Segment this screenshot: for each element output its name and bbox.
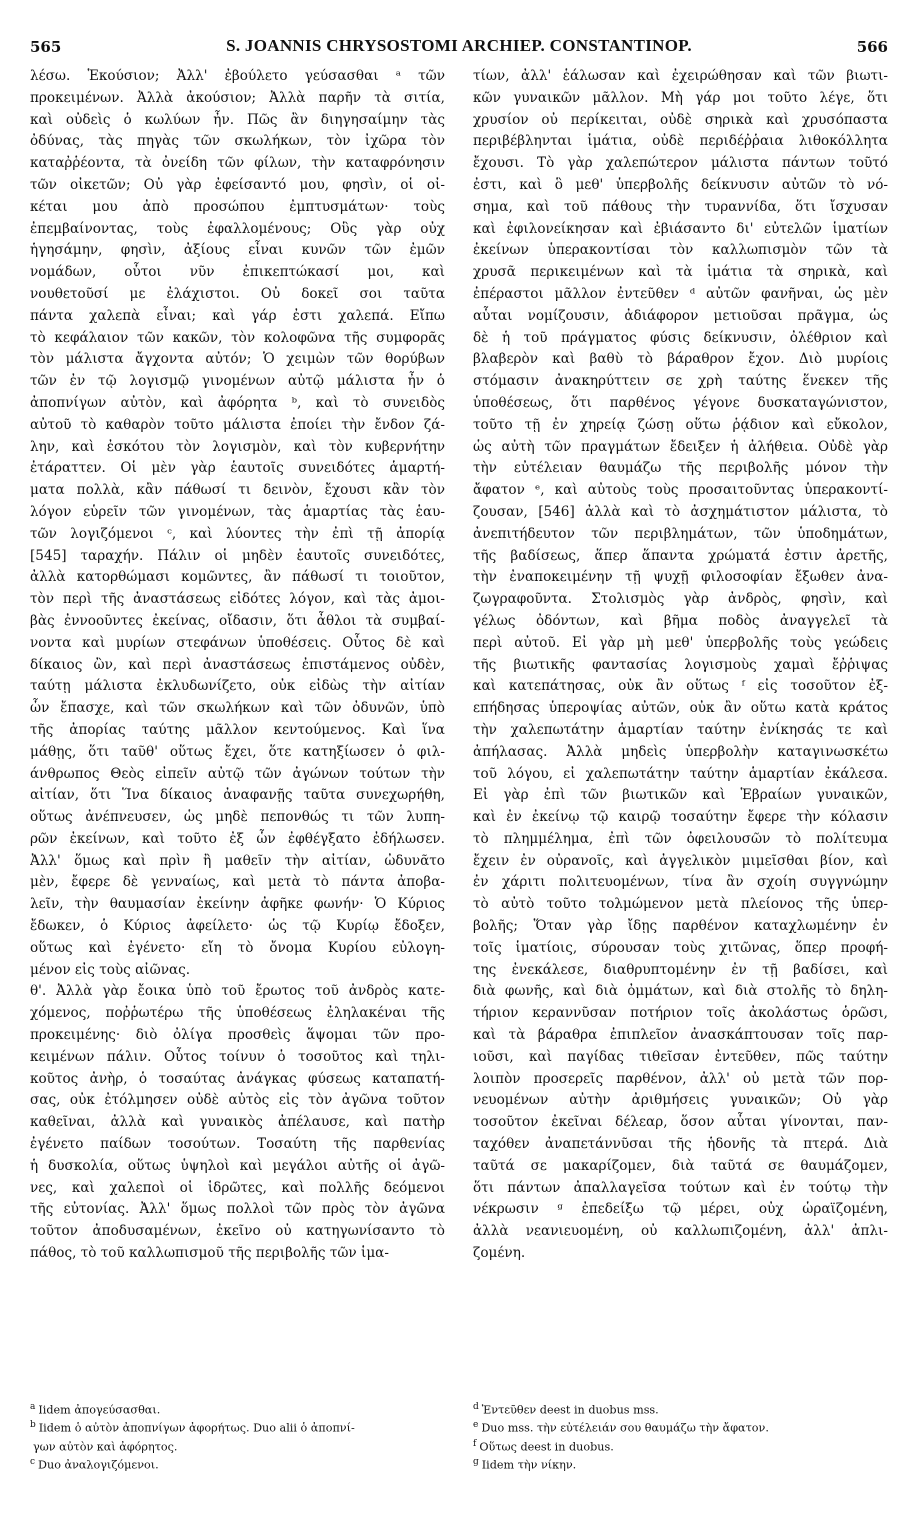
footnote (30, 1400, 445, 1418)
text-line: σας, οὐκ ἐτόλμησεν οὐδὲ αὐτὸς εἰς τὸν ἀγῶνα τοῦτον (30, 1092, 445, 1109)
text-line: επήδησας ὑπεροψίας αὐτῶν, οὐκ ἂν οὕτω κατὰ κράτος (473, 700, 888, 717)
text-line: ἔδωκεν, ὁ Κύριος ἀφείλετο· ὡς τῷ Κυρίῳ ἔδοξεν, (30, 918, 445, 935)
footnote (473, 1400, 888, 1418)
text-line: ἔχουσι. Τὸ γὰρ χαλεπώτερον μάλιστα πάντων τοῦτό (473, 155, 888, 172)
text-line: καὶ ἐφιλονείκησαν καὶ ἐβιάσαντο δι' εὐτελῶν ἱματίων (473, 220, 888, 237)
text-line: στόμασιν ἀνακηρύττειν σε χρὴ ταύτης ἕνεκεν τῆς (473, 373, 888, 390)
text-line: μάθῃς, ὅτι ταῦθ' οὕτως ἔχει, ὅτε κατηξίωσεν ὁ φιλ- (30, 743, 445, 760)
text-line: ἀλλὰ κατορθώμασι κομῶντες, ἂν πάθωσί τι τοιοῦτον, (30, 569, 445, 586)
text-line: χρυσᾶ περικειμένων καὶ τὰ ἱμάτια τὰ σηρικὰ, καὶ (473, 264, 888, 281)
text-line: καὶ οὐδεὶς ὁ κωλύων ἦν. Πῶς ἂν διηγησαίμην τὰς (30, 111, 445, 128)
text-line: τοσοῦτον ἐκεῖναι δέλεαρ, ὅσον αὗται γίνονται, παν- (473, 1114, 888, 1131)
text-line: τοῦ λόγου, εἰ χαλεπωτάτην ταύτην ἁμαρτίαν ἐκάλεσα. (473, 765, 888, 782)
footnote-mark: c (30, 1456, 36, 1467)
text-line: πάθος, τὸ τοῦ καλλωπισμοῦ τῆς περιβολῆς τῶν ἱμα- (30, 1245, 389, 1262)
text-line: οὕτως καὶ ἐγένετο· εἴη τὸ ὄνομα Κυρίου εὐλογη- (30, 939, 445, 956)
text-line: ἀπήλασας. Ἀλλὰ μηδεὶς ὑπερβολὴν καταγινωσκέτω (473, 743, 888, 760)
text-line: τὴν ἐναποκειμένην τῇ ψυχῇ φιλοσοφίαν ἔξωθεν ἀνα- (473, 569, 888, 586)
footnote-text: γων αὐτὸν καὶ ἀφόρητος. (33, 1440, 178, 1454)
text-line: τὴν χαλεπωτάτην ἁμαρτίαν ταύτην ἐνίκησάς τε καὶ (473, 721, 888, 738)
text-line: της ἐνεκάλεσε, διαθρυπτομένην ἐν τῇ βαδίσει, καὶ (473, 961, 888, 978)
text-line: άνθρωπος Θεὸς εἰπεῖν αὐτῷ τῶν ἀγώνων τούτων τὴν (30, 765, 445, 782)
text-line: λην, καὶ ἐσκότου τὸν λογισμὸν, καὶ τὸν κυβερνήτην (30, 438, 445, 455)
text-line: ὀδύνας, τὰς πηγὰς τῶν σκωλήκων, τὸν ἰχῶρα τὸν (30, 133, 445, 150)
text-line: διὰ φωνῆς, καὶ διὰ ὀμμάτων, καὶ διὰ στολῆς τὸ δηλη- (473, 983, 888, 1000)
text-line: αἰτίαν, ὅτι Ἵνα δίκαιος ἀναφανῇς ταῦτα συνεχωρήθη, (30, 787, 445, 804)
footnotes-right (473, 1400, 888, 1473)
text-line: μένον εἰς τοὺς αἰῶνας. (30, 961, 191, 978)
text-line: τῆς βιωτικῆς φαντασίας λογισμοὺς χαμαὶ ἔῤῥιψας (473, 656, 888, 673)
text-line: ὑποθέσεως, ὅτι παρθένος γέγονε δυσκαταγώνιστον, (473, 394, 888, 411)
footnotes-left (30, 1400, 445, 1473)
text-line: ματα πολλὰ, κἂν πάθωσί τι δεινὸν, ἔχουσι κἂν τὸν (30, 482, 445, 499)
text-line: γέλως ὀδόντων, καὶ βῆμα ποδὸς ἀναγγελεῖ τὰ (473, 612, 888, 629)
text-line: βολῆς; Ὅταν γὰρ ἴδῃς παρθένον καταχλωμένην ἐν (473, 918, 888, 935)
footnote (473, 1455, 888, 1473)
text-line: ἐστι, καὶ ὃ μεθ' ὑπερβολῆς δείκνυσιν αὐτῶν τὸ νό- (473, 176, 888, 193)
text-line: ὅτι πάντων ἀπαλλαγεῖσα τούτων καὶ ἐν τούτῳ τὴν (473, 1179, 888, 1196)
text-line: οὕτως ἀνέπνευσεν, ὡς μηδὲ πεπονθώς τι τῶν λυπη- (30, 809, 445, 826)
text-line: τὸν περὶ τῆς ἀναστάσεως εἰδότες λόγον, καὶ τὰς ἀμοι- (30, 591, 445, 608)
footnote-text: Duo mss. τὴν εὐτέλειάν σου θαυμάζω τὴν ἄφατον. (481, 1422, 769, 1436)
footnote-mark: g (473, 1456, 479, 1467)
text-line: καταῤῥέοντα, τὰ ὀνείδη τῶν φίλων, τὴν καταφρόνησιν (30, 155, 445, 172)
text-line: περιβέβληνται ἱμάτια, οὐδὲ περιδέῤῥαια λιθοκόλλητα (473, 133, 888, 150)
text-line: ἀνεπιτήδευτον τῶν περιβλημάτων, τῶν ὑποδημάτων, (473, 525, 888, 542)
text-line: ζομένη. (473, 1245, 526, 1262)
text-line: λέσω. Ἑκούσιον; Ἀλλ' ἐβούλετο γεύσασθαι ᵃ τῶν (30, 68, 445, 84)
text-line: τοῖς ἱματίοις, σύρουσαν τοὺς χιτῶνας, ὅπερ προφή- (473, 939, 888, 956)
text-line: θ'. Ἀλλὰ γὰρ ἔοικα ὑπὸ τοῦ ἔρωτος τοῦ ἀνδρὸς κατε- (30, 983, 445, 1000)
text-line: ἐτάραττεν. Οἱ μὲν γὰρ ἑαυτοῖς συνειδότες ἁμαρτή- (30, 460, 445, 477)
text-line: μὲν, ἔφερε δὲ γενναίως, καὶ μετὰ τὸ πάντα ἀποβα- (30, 874, 445, 891)
page-number-left: 565 (30, 38, 62, 56)
footnote-text: Iidem ὁ αὐτὸν ἀποπνίγων ἀφορήτως. Duo alii ὁ ἀποπνί- (38, 1422, 355, 1436)
text-line: προκειμένων. Ἀλλὰ ἀκούσιον; Ἀλλὰ παρῆν τὰ σιτία, (30, 89, 445, 106)
text-line: τῶν οἰκετῶν; Οὐ γὰρ ἐφείσαντό μου, φησὶν, οἱ οἰ- (30, 176, 445, 193)
text-line: ἐν χάριτι πολιτευομένων, τίνα ἂν σχοίη συγγνώμην (473, 874, 888, 891)
text-line: ταύτῃ μάλιστα ἐκλυδωνίζετο, οὐκ εἰδὼς τὴν αἰτίαν (30, 678, 445, 695)
text-line: λοιπὸν προσερεῖς παρθένον, ἀλλ' οὐ μετὰ τῶν πορ- (473, 1070, 888, 1087)
footnote-text: Οὕτως deest in duobus. (479, 1440, 614, 1454)
text-line: ἐπεμβαίνοντας, τοὺς ἐφαλλομένους; Οὓς γὰρ οὐχ (30, 220, 445, 237)
text-line: προκειμένης· διὸ ὀλίγα προσθεὶς ἅψομαι τῶν προ- (30, 1027, 445, 1044)
footnote (473, 1437, 888, 1455)
text-line: κέται μου ἀπὸ προσώπου ἐμπτυσμάτων· τοὺς (30, 198, 445, 215)
text-line: ἐγένετο παίδων τοσούτων. Τοσαύτη τῆς παρθενίας (30, 1136, 445, 1153)
text-line: τῆς εὐτονίας. Ἀλλ' ὅμως πολλοὶ τῶν πρὸς τὸν ἀγῶνα (30, 1201, 445, 1218)
text-line: [545] ταραχήν. Πάλιν οἱ μηδὲν ἑαυτοῖς συνειδότες, (30, 547, 445, 564)
running-header (30, 30, 888, 66)
text-line: ἐκείνων ὑπερακοντίσαι τὸν καλλωπισμὸν τῶν τὰ (473, 242, 888, 259)
footnote-mark: b (30, 1420, 36, 1431)
text-line: ζουσαν, [546] ἀλλὰ καὶ τὸ ἀσχημάτιστον μάλιστα, τὸ (473, 503, 888, 520)
text-line: ιοῦσι, καὶ παγίδας τιθεῖσαν ἐντεῦθεν, πῶς ταύτην (473, 1048, 888, 1065)
text-line: τῶν ἐν τῷ λογισμῷ γινομένων αὐτῷ μάλιστα ἦν ὁ (30, 373, 445, 390)
footnote-text: Duo ἀναλογιζόμενοι. (38, 1458, 159, 1472)
text-line: τὸ πλημμέλημα, ἐπὶ τῶν ὀφειλουσῶν τὸ πολίτευμα (473, 830, 888, 847)
text-line: ὧν ἔπασχε, καὶ τῶν σκωλήκων καὶ τῶν ὀδυνῶν, ὑπὸ (30, 700, 445, 717)
text-line: τὸ αὐτὸ τοῦτο τολμώμενον μετὰ πλείονος τῆς ὑπερ- (473, 896, 888, 913)
text-line: νουθετοῦσί με ἐλάχιστοι. Οὐ δοκεῖ σοι ταῦτα (30, 285, 445, 302)
text-line: ὡς αὐτὴ τῶν πραγμάτων ἔδειξεν ἡ ἀλήθεια. Οὐδὲ γὰρ (473, 438, 888, 455)
text-line: δὲ ἡ τοῦ πράγματος φύσις δείκνυσιν, ὀλέθριον καὶ (473, 329, 888, 346)
text-line: ταχόθεν ἀναπετάννῦσαι τῆς ἡδονῆς τὰ πτερά. Διὰ (473, 1136, 888, 1153)
footnote (473, 1418, 888, 1436)
footnote-mark: d (473, 1402, 479, 1412)
text-line: αὐτοῦ τὸ καθαρὸν τοῦτο μάλιστα ἐποίει τὴν ἔνδον ζά- (30, 416, 445, 433)
page-number-right: 566 (856, 38, 888, 56)
text-line: ἡγησάμην, φησὶν, ἀξίους εἶναι κυνῶν τῶν ἐμῶν (30, 242, 445, 259)
left-column (30, 66, 445, 1265)
text-line: καθεῖναι, ἀλλὰ καὶ γυναικὸς ἀπέλαυσε, καὶ πατὴρ (30, 1114, 445, 1131)
text-line: λόγον εὑρεῖν τῶν γινομένων, τὰς ἁμαρτίας τὰς ἑαυ- (30, 503, 445, 520)
text-line: τοῦτο τῇ ἐν χηρείᾳ ζώσῃ οὕτω ῥᾴδιον καὶ εὔκολον, (473, 416, 888, 433)
text-line: κῶν γυναικῶν μᾶλλον. Μὴ γάρ μοι τοῦτο λέγε, ὅτι (473, 89, 888, 106)
right-column (473, 66, 888, 1265)
text-line: κειμένων πάλιν. Οὗτος τοίνυν ὁ τοσοῦτος καὶ τηλι- (30, 1048, 445, 1065)
text-line: ἄφατον ᵉ, καὶ αὐτοὺς τοὺς προσαιτοῦντας ὑπερακοντί- (473, 482, 888, 499)
footnote (30, 1455, 445, 1473)
text-line: νέκρωσιν ᵍ ἐπεδείξω τῷ μέρει, οὐχ ὡραϊζομένη, (473, 1201, 888, 1218)
text-line: βλαβερὸν καὶ βαθὺ τὸ βάραθρον ἔχον. Διὸ μυρίοις (473, 351, 888, 368)
text-line: χόμενος, ποῤῥωτέρω τῆς ὑποθέσεως ἐληλακέναι τῆς (30, 1005, 445, 1022)
text-line: ἡ δυσκολία, οὕτως ὑψηλοὶ καὶ μεγάλοι αὐτῆς οἱ ἀγῶ- (30, 1157, 445, 1174)
footnote-text: Iidem τὴν νίκην. (481, 1458, 577, 1472)
footnote-text: Iidem ἀπογεύσασθαι. (38, 1403, 161, 1417)
footnotes (30, 1400, 888, 1510)
text-line: τῆς βαδίσεως, ἅπερ ἅπαντα χρώματά ἐστιν ἀρετῆς, (473, 547, 888, 564)
text-columns (30, 66, 888, 1406)
text-line: καὶ ἐν ἐκείνῳ τῷ καιρῷ τοσαύτην ἔφερε τὴν κόλασιν (473, 809, 888, 826)
text-line: τῶν λογιζόμενοι ᶜ, καὶ λύοντες τὴν ἐπὶ τῇ ἀπορίᾳ (30, 525, 445, 542)
footnote (30, 1418, 445, 1436)
text-line: Εἰ γὰρ ἐπὶ τῶν βιωτικῶν καὶ Ἑβραίων γυναικῶν, (473, 787, 888, 804)
text-line: ταῦτά σε μακαρίζομεν, διὰ ταῦτά σε θαυμάζομεν, (473, 1157, 888, 1174)
text-line: νομάδων, οὗτοι νῦν ἐπικεπτώκασί μοι, καὶ (30, 264, 445, 281)
text-line: καὶ κατεπάτησας, οὐκ ἂν οὕτως ᶠ εἰς τοσοῦτον ἐξ- (473, 678, 888, 695)
text-line: τὸν μάλιστα ἄγχοντα αὐτόν; Ὁ χειμὼν τῶν θορύβων (30, 351, 445, 368)
text-line: βὰς ἐννοοῦντες ἐκείνας, οἴδασιν, ὅτι ἆθλοι τὰ συμβαί- (30, 612, 445, 629)
text-line: Ἀλλ' ὅμως καὶ πρὶν ἢ μαθεῖν τὴν αἰτίαν, ὠδυνᾶτο (30, 852, 445, 869)
text-line: σημα, καὶ τοῦ πάθους τὴν τυραννίδα, ὅτι ἴσχυσαν (473, 198, 888, 215)
text-line: τῆς ἀπορίας ταύτης μᾶλλον κεντούμενος. Καὶ ἵνα (30, 721, 445, 738)
text-line: νευομένων αὐτὴν ἀριθμήσεις γυναικῶν; Οὐ γὰρ (473, 1092, 888, 1109)
text-line: καὶ τὰ βάραθρα ἐπιπλεῖον ἀνασκάπτουσαν τοῖς παρ- (473, 1027, 888, 1044)
footnote (30, 1437, 445, 1455)
text-line: ἔχειν ἐν οὐρανοῖς, καὶ ἀγγελικὸν μιμεῖσθαι βίον, καὶ (473, 852, 888, 869)
text-line: τὴν εὐτέλειαν θαυμάζω τῆς περιβολῆς μόνον τὴν (473, 460, 888, 477)
text-line: ἀλλὰ νεανιευομένη, οὐ καλλωπιζομένη, ἀλλ' ἀπλι- (473, 1223, 888, 1240)
text-line: κοῦτος ἀνὴρ, ὁ τοσαύτας ἀνάγκας φύσεως καταπατή- (30, 1070, 445, 1087)
text-line: τὸ κεφάλαιον τῶν κακῶν, τὸν κολοφῶνα τῆς συμφορᾶς (30, 329, 445, 346)
text-line: χρυσίον οὐ περίκειται, οὐδὲ σηρικὰ καὶ χρυσόπαστα (473, 111, 888, 128)
text-line: αὗται νομίζουσιν, ἀδιάφορον μετιοῦσαι πρᾶγμα, ὡς (473, 307, 888, 324)
footnote-text: Ἐντεῦθεν deest in duobus mss. (481, 1403, 659, 1417)
text-line: νοντα καὶ μυρίων στεφάνων ὑποθέσεις. Οὗτος δὲ καὶ (30, 634, 445, 651)
footnote-mark: e (473, 1420, 479, 1431)
text-line: ἀποπνίγων αὐτὸν, καὶ ἀφόρητα ᵇ, καὶ τὸ συνειδὸς (30, 394, 445, 411)
book-page (30, 30, 888, 1520)
text-line: λεῖν, τὴν θαυμασίαν ἐκείνην ἀφῆκε φωνήν· Ὁ Κύριος (30, 896, 445, 913)
footnote-mark: f (473, 1438, 477, 1449)
text-line: δίκαιος ὢν, καὶ περὶ ἀναστάσεως ἐπιστάμενος οὐδὲν, (30, 656, 445, 673)
text-line: περὶ αὐτοῦ. Εἰ γὰρ μὴ μεθ' ὑπερβολῆς τοὺς γεώδεις (473, 634, 888, 651)
running-title: S. JOANNIS CHRYSOSTOMI ARCHIEP. CONSTANTINOP. (226, 36, 692, 55)
text-line: τοῦτον ἀποδυσαμένων, ἐκεῖνο οὐ κατηγωνίσαντο τὸ (30, 1223, 445, 1240)
text-line: ζωγραφοῦντα. Στολισμὸς γὰρ ἀνδρὸς, φησὶν, καὶ (473, 591, 888, 608)
footnote-mark: a (30, 1402, 36, 1412)
text-line: ρῶν ἐκείνων, καὶ τοῦτο ἐξ ὧν ἐφθέγξατο ἐδήλωσεν. (30, 830, 445, 847)
text-line: πάντα χαλεπὰ εἶναι; καὶ γάρ ἐστι χαλεπά. Εἴπω (30, 307, 445, 324)
text-line: ἐπέραστοι μᾶλλον ἐντεῦθεν ᵈ αὐτῶν φανῆναι, ὡς μὲν (473, 285, 888, 302)
text-line: τήριον κεραννῦσαν ποτήριον τοῖς ἀκολάστως ὁρῶσι, (473, 1005, 888, 1022)
text-line: τίων, ἀλλ' ἑάλωσαν καὶ ἐχειρώθησαν καὶ τῶν βιωτι- (473, 68, 888, 84)
text-line: νες, καὶ χαλεποὶ οἱ ἱδρῶτες, καὶ πολλῆς δεόμενοι (30, 1179, 445, 1196)
